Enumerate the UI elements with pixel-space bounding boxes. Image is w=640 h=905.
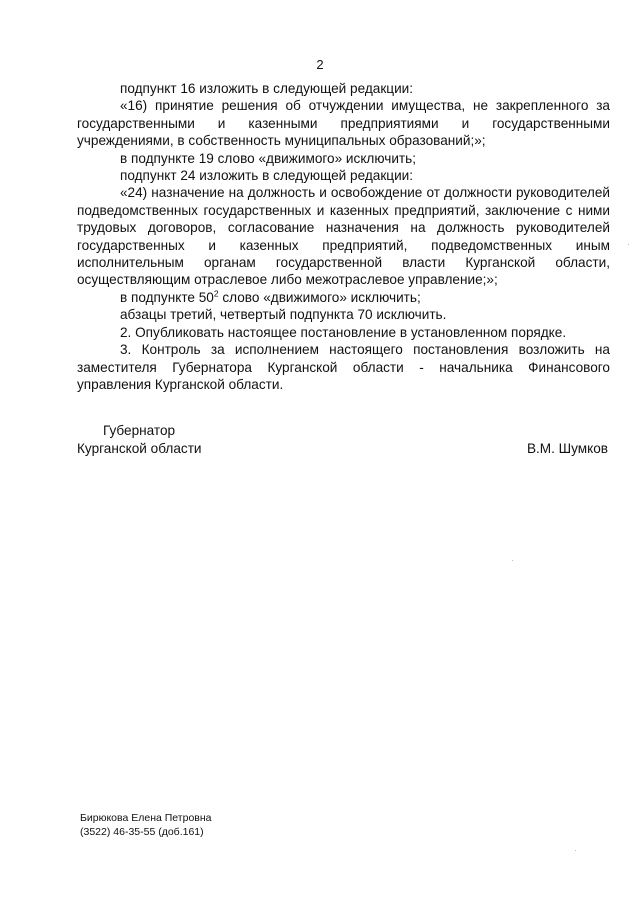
signatory-title-line2: Курганской области — [77, 441, 202, 456]
paragraph-subitem-24-intro: подпункт 24 изложить в следующей редакции: — [120, 168, 414, 184]
signatory-name: В.М. Шумков — [526, 441, 608, 456]
paragraph-item-3: 3. Контроль за исполнением настоящего постановления возложить на заместителя Губернатора Курганской области - начальника Финансового управления Курганской области. — [77, 342, 610, 392]
scan-speck — [512, 560, 513, 561]
subitem-50-suffix: слово «движимого» исключить; — [218, 289, 421, 305]
paragraph-item-2: 2. Опубликовать настоящее постановление в установленном порядке. — [120, 324, 567, 340]
document-body — [77, 80, 610, 393]
subitem-50-superscript: 2 — [213, 288, 219, 299]
executor-phone: (3522) 46-35-55 (доб.161) — [80, 826, 204, 838]
paragraph-subitem-50-2 — [77, 289, 610, 306]
page-number: 2 — [316, 57, 324, 72]
subitem-50-prefix: в подпункте 50 — [120, 289, 214, 305]
paragraph-subitem-19: в подпункте 19 слово «движимого» исключить; — [120, 150, 417, 166]
paragraph-subitem-24-text: «24) назначение на должность и освобождение от должности руководителей подведомственных государственных и казенных предприятий, заключение с ними трудовых договоров, согласование назначения на должность руководителей государственных и казенных предприятий, подведомственных иным исполнительным органам государственной власти Курганской области, осуществляющим отраслевое либо межотраслевое управление;»; — [77, 185, 610, 288]
scan-speck — [628, 244, 629, 245]
paragraph-subitem-70: абзацы третий, четвертый подпункта 70 исключить. — [120, 307, 447, 323]
paragraph-subitem-16-intro: подпункт 16 изложить в следующей редакции: — [120, 81, 414, 96]
paragraph-subitem-16-text: «16) принятие решения об отчуждении имущества, не закрепленного за государственными и казенными предприятиями и государственными учреждениями, в собственность муниципальных образований;»; — [77, 98, 610, 149]
executor-name: Бирюкова Елена Петровна — [80, 812, 212, 824]
signatory-title-line1: Губернатор — [103, 423, 176, 438]
executor-footer — [80, 811, 212, 839]
scan-speck — [575, 850, 576, 851]
